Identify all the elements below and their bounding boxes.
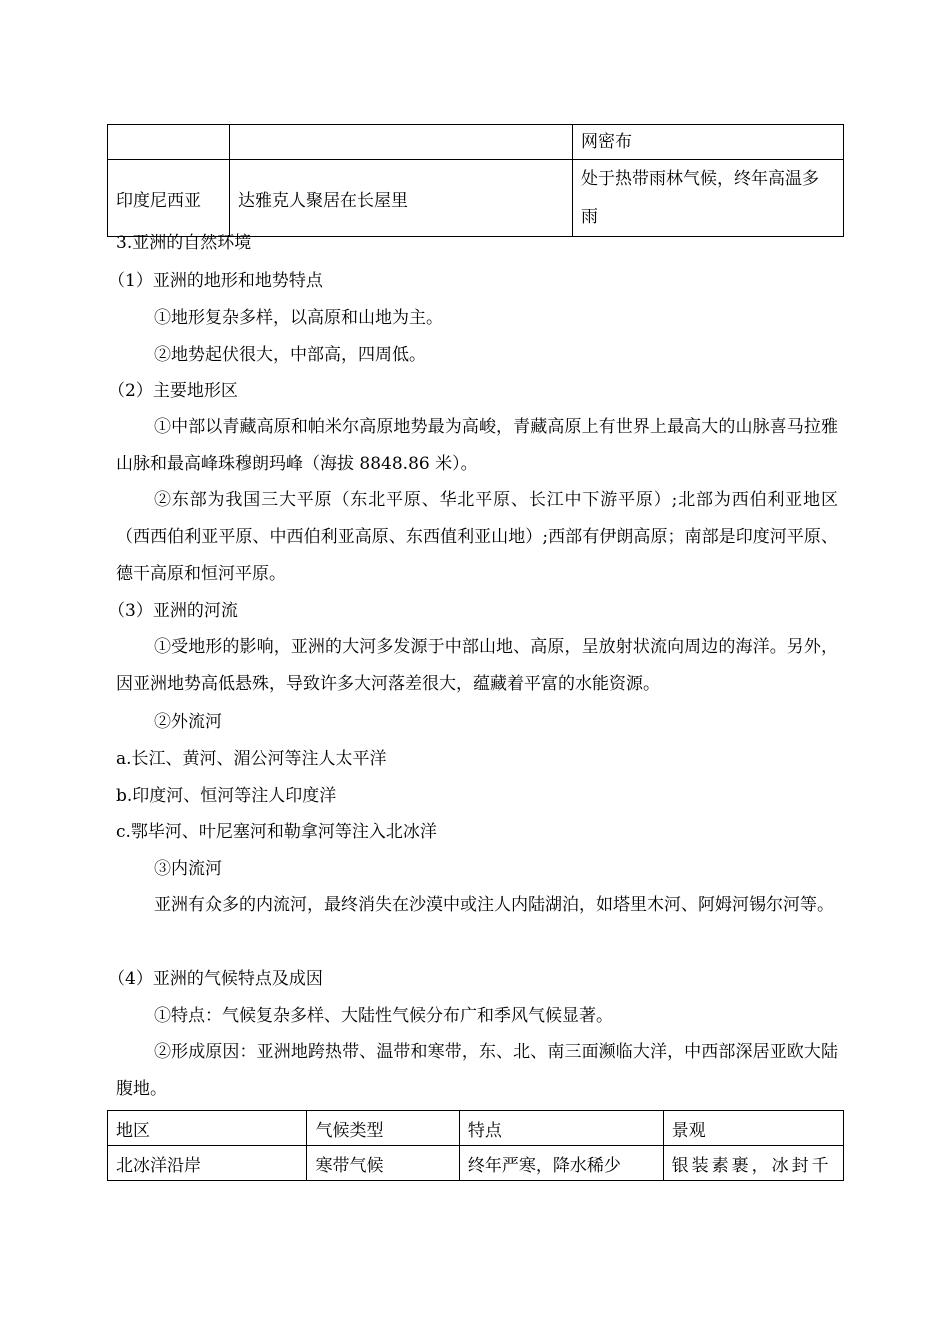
- paragraph: ②地势起伏很大，中部高，四周低。: [154, 345, 426, 365]
- table-cell: 终年严寒，降水稀少: [459, 1146, 663, 1181]
- table-header-cell: 特点: [459, 1111, 663, 1146]
- list-item: b.印度河、恒河等注人印度洋: [116, 786, 337, 806]
- table-header-cell: 气候类型: [307, 1111, 459, 1146]
- table-cell: 寒带气候: [307, 1146, 459, 1181]
- table-cell: 网密布: [573, 125, 844, 160]
- paragraph: ①中部以青藏高原和帕米尔高原地势最为高峻，青藏高原上有世界上最高大的山脉喜马拉雅山脉和最高峰珠穆朗玛峰（海拔 8848.86 米）。: [116, 417, 838, 474]
- table-header-cell: 景观: [663, 1111, 843, 1146]
- paragraph: ②形成原因：亚洲地跨热带、温带和寒带，东、北、南三面濒临大洋，中西部深居亚欧大陆腹地。: [116, 1042, 838, 1099]
- table-header-cell: 地区: [108, 1111, 307, 1146]
- paragraph: ②东部为我国三大平原（东北平原、华北平原、长江中下游平原）;北部为西伯利亚地区（西西伯利亚平原、中西伯利亚高原、东西值利亚山地）;西部有伊朗高原；南部是印度河平原、德干高原和恒河平原。: [116, 490, 838, 584]
- table-cell: [108, 125, 230, 160]
- section-title: 3.亚洲的自然环境: [116, 233, 252, 253]
- paragraph: ③内流河: [154, 859, 222, 879]
- table-cell: [230, 125, 573, 160]
- table-cell: 银装素裹，冰封千: [663, 1146, 843, 1181]
- paragraph: ①地形复杂多样，以高原和山地为主。: [154, 308, 443, 328]
- paragraph: ①特点：气候复杂多样、大陆性气候分布广和季风气候显著。: [154, 1006, 613, 1026]
- table-cell: 达雅克人聚居在长屋里: [230, 160, 573, 237]
- section-heading: （2）主要地形区: [108, 381, 238, 401]
- top-table: [107, 124, 844, 237]
- table-cell: 北冰洋沿岸: [108, 1146, 307, 1181]
- table-row: [108, 160, 844, 237]
- table-cell: 印度尼西亚: [108, 160, 230, 237]
- list-item: a.长江、黄河、湄公河等注人太平洋: [116, 749, 387, 769]
- climate-table: [107, 1110, 844, 1181]
- table-row: [108, 1146, 844, 1181]
- list-item: c.鄂毕河、叶尼塞河和勒拿河等注入北冰洋: [116, 822, 437, 842]
- paragraph: 亚洲有众多的内流河，最终消失在沙漠中或注人内陆湖泊，如塔里木河、阿姆河锡尔河等。: [154, 895, 834, 915]
- table-row: [108, 125, 844, 160]
- section-heading: （1）亚洲的地形和地势特点: [108, 271, 323, 291]
- section-heading: （3）亚洲的河流: [108, 601, 238, 621]
- paragraph: ②外流河: [154, 712, 222, 732]
- section-heading: （4）亚洲的气候特点及成因: [108, 969, 323, 989]
- table-cell: 处于热带雨林气候，终年高温多雨: [573, 160, 844, 237]
- paragraph: ①受地形的影响，亚洲的大河多发源于中部山地、高原，呈放射状流向周边的海洋。另外，因亚洲地势高低悬殊，导致许多大河落差很大，蕴藏着平富的水能资源。: [116, 637, 838, 694]
- table-header-row: [108, 1111, 844, 1146]
